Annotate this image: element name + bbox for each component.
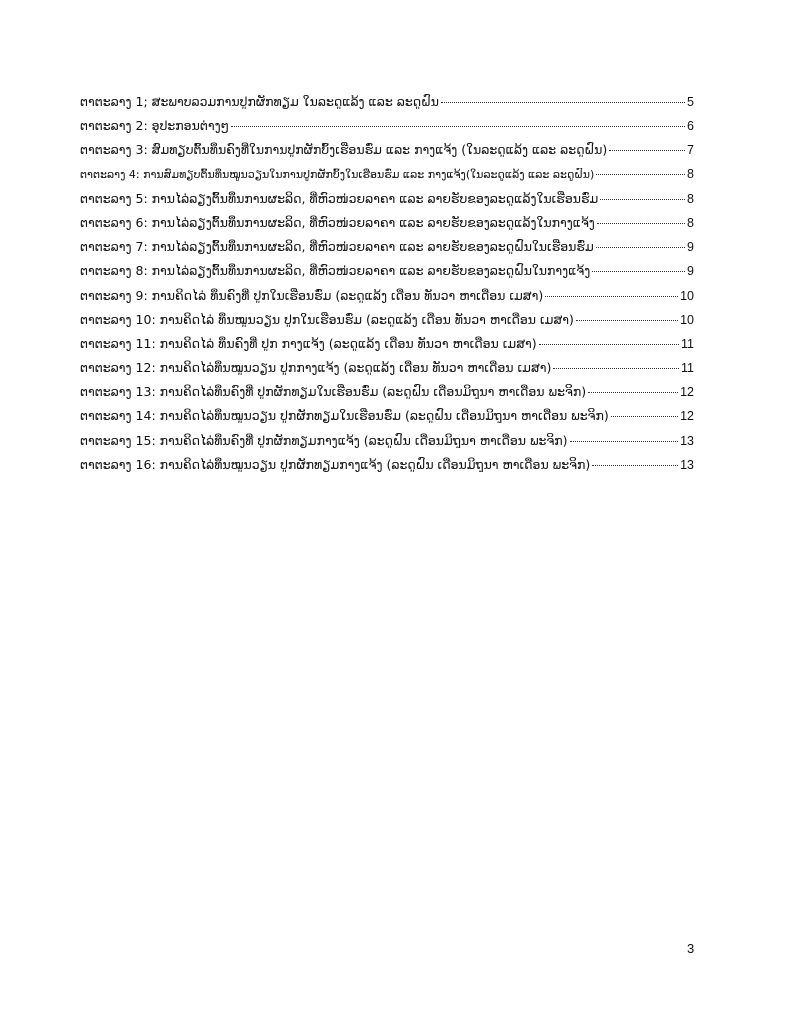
dot-leader — [611, 416, 678, 417]
dot-leader — [539, 344, 679, 345]
toc-entry-page: 6 — [687, 119, 694, 134]
toc-entry-label: ຕາຕະລາງ 1; ສະພາບລວມການປູກຜັກທຽມ ໃນລະດູແລ້ງ ແລະ ລະດູຝົນ — [80, 94, 439, 109]
toc-entry-13[interactable] — [80, 384, 694, 408]
dot-leader — [596, 247, 685, 248]
page-number: 3 — [687, 941, 695, 956]
toc-entry-page: 12 — [680, 385, 694, 400]
dot-leader — [545, 296, 678, 297]
dot-leader — [600, 199, 685, 200]
toc-entry-3[interactable] — [80, 142, 694, 166]
toc-entry-label: ຕາຕະລາງ 7: ການໄລ່ລຽງຕົ້ນທຶນການຜະລິດ, ທີ່ຫົວໜ່ວຍລາຄາ ແລະ ລາຍຮັບຂອງລະດູຝົນໃນເຮືອນຮົ່ມ — [80, 239, 594, 255]
toc-entry-page: 10 — [680, 312, 694, 327]
dot-leader — [609, 150, 685, 151]
toc-entry-page: 8 — [687, 166, 694, 181]
toc-entry-2[interactable] — [80, 118, 694, 142]
toc-entry-page: 11 — [681, 336, 694, 351]
toc-entry-12[interactable] — [80, 360, 694, 384]
toc-entry-page: 7 — [687, 143, 694, 158]
toc-entry-label: ຕາຕະລາງ 12: ການຄິດໄລ່ທຶນໝູນວຽນ ປູກກາງແຈ້ງ (ລະດູແລ້ງ ເດືອນ ທັນວາ ຫາເດືອນ ເມສາ) — [80, 360, 552, 376]
toc-entry-label: ຕາຕະລາງ 6: ການໄລ່ລຽງຕົ້ນທຶນການຜະລິດ, ທີ່ຫົວໜ່ວຍລາຄາ ແລະ ລາຍຮັບຂອງລະດູແລ້ງໃນກາງແຈ້ງ — [80, 214, 595, 230]
toc-entry-11[interactable] — [80, 336, 694, 360]
toc-entry-page: 8 — [687, 215, 694, 230]
toc-entry-label: ຕາຕະລາງ 2: ອຸປະກອນຕ່າງໆ — [80, 118, 230, 134]
table-of-contents — [80, 94, 694, 481]
toc-entry-page: 9 — [687, 264, 694, 279]
toc-entry-page: 10 — [680, 288, 694, 303]
toc-entry-label: ຕາຕະລາງ 14: ການຄິດໄລ່ທຶນໝູນວຽນ ປູກຜັກທຽມໃນເຮືອນຮົ່ມ (ລະດູຝົນ ເດືອນມິຖຸນາ ຫາເດືອນ ພະຈິກ) — [80, 408, 609, 424]
dot-leader — [576, 320, 678, 321]
toc-entry-label: ຕາຕະລາງ 10: ການຄິດໄລ່ ທຶນໝູນວຽນ ປູກໃນເຮືອນຮົ່ມ (ລະດູແລ້ງ ເດືອນ ທັນວາ ຫາເດືອນ ເມສາ) — [80, 311, 574, 327]
toc-entry-page: 5 — [687, 95, 694, 109]
toc-entry-page: 9 — [687, 240, 694, 255]
dot-leader — [588, 392, 678, 393]
toc-entry-label: ຕາຕະລາງ 11: ການຄິດໄລ່ ທຶນຄົງທີ່ ປູກ ກາງແຈ້ງ (ລະດູແລ້ງ ເດືອນ ທັນວາ ຫາເດືອນ ເມສາ) — [80, 335, 537, 351]
toc-entry-6[interactable] — [80, 215, 694, 239]
dot-leader — [597, 223, 685, 224]
toc-entry-label: ຕາຕະລາງ 8: ການໄລ່ລຽງຕົ້ນທຶນການຜະລິດ, ທີ່ຫົວໜ່ວຍລາຄາ ແລະ ລາຍຮັບຂອງລະດູຝົນໃນກາງແຈ້ງ — [80, 263, 591, 279]
dot-leader — [592, 271, 685, 272]
toc-entry-8[interactable] — [80, 263, 694, 287]
toc-entry-1[interactable] — [80, 94, 694, 118]
dot-leader — [441, 102, 685, 103]
toc-entry-label: ຕາຕະລາງ 15: ການຄິດໄລ່ທຶນຄົງທີ່ ປູກຜັກທຽມກາງແຈ້ງ (ລະດູຝົນ ເດືອນມິຖຸນາ ຫາເດືອນ ພະຈິກ) — [80, 432, 568, 448]
dot-leader — [592, 465, 678, 466]
toc-entry-page: 8 — [687, 191, 694, 206]
toc-entry-14[interactable] — [80, 408, 694, 432]
toc-entry-label: ຕາຕະລາງ 3: ສົມທຽບຕົ້ນທຶນຄົງທີ່ໃນການປູກຜັກບົ້ງເຮືອນຮົ່ມ ແລະ ກາງແຈ້ງ (ໃນລະດູແລ້ງ ແລະ ລະດູຝົນ) — [80, 142, 608, 158]
toc-entry-label: ຕາຕະລາງ 9: ການຄິດໄລ່ ທຶນຄົງທີ່ ປູກໃນເຮືອນຮົ່ມ (ລະດູແລ້ງ ເດືອນ ທັນວາ ຫາເດືອນ ເມສາ) — [80, 287, 544, 303]
toc-entry-label: ຕາຕະລາງ 4: ການສົມທຽບຕົ້ນທຶນໝູນວຽນໃນການປູກຜັກບົ້ງໃນເຮືອນຮົ່ມ ແລະ ກາງແຈ້ງ(ໃນລະດູແລ້ງ ແລະ ລະດູຝົນ) — [80, 167, 595, 181]
dot-leader — [570, 441, 679, 442]
toc-entry-page: 12 — [680, 409, 694, 424]
toc-entry-5[interactable] — [80, 191, 694, 215]
toc-entry-label: ຕາຕະລາງ 16: ການຄິດໄລ່ທຶນໝູນວຽນ ປູກຜັກທຽມກາງແຈ້ງ (ລະດູຝົນ ເດືອນມິຖຸນາ ຫາເດືອນ ພະຈິກ) — [80, 456, 591, 472]
toc-entry-7[interactable] — [80, 239, 694, 263]
toc-entry-16[interactable] — [80, 457, 694, 481]
toc-entry-page: 11 — [681, 361, 694, 376]
toc-entry-9[interactable] — [80, 288, 694, 312]
dot-leader — [553, 368, 679, 369]
toc-entry-10[interactable] — [80, 312, 694, 336]
toc-entry-page: 13 — [680, 433, 694, 448]
toc-entry-label: ຕາຕະລາງ 13: ການຄິດໄລ່ທຶນຄົງທີ່ ປູກຜັກທຽມໃນເຮືອນຮົ່ມ (ລະດູຝົນ ເດືອນມິຖຸນາ ຫາເດືອນ ພະຈິກ) — [80, 384, 587, 400]
toc-entry-page: 13 — [680, 457, 694, 472]
toc-entry-4[interactable] — [80, 167, 694, 191]
toc-entry-label: ຕາຕະລາງ 5: ການໄລ່ລຽງຕົ້ນທຶນການຜະລິດ, ທີ່ຫົວໜ່ວຍລາຄາ ແລະ ລາຍຮັບຂອງລະດູແລ້ງໃນເຮືອນຮົ່ມ — [80, 190, 599, 206]
toc-entry-15[interactable] — [80, 433, 694, 457]
dot-leader — [231, 126, 685, 127]
dot-leader — [596, 174, 685, 175]
